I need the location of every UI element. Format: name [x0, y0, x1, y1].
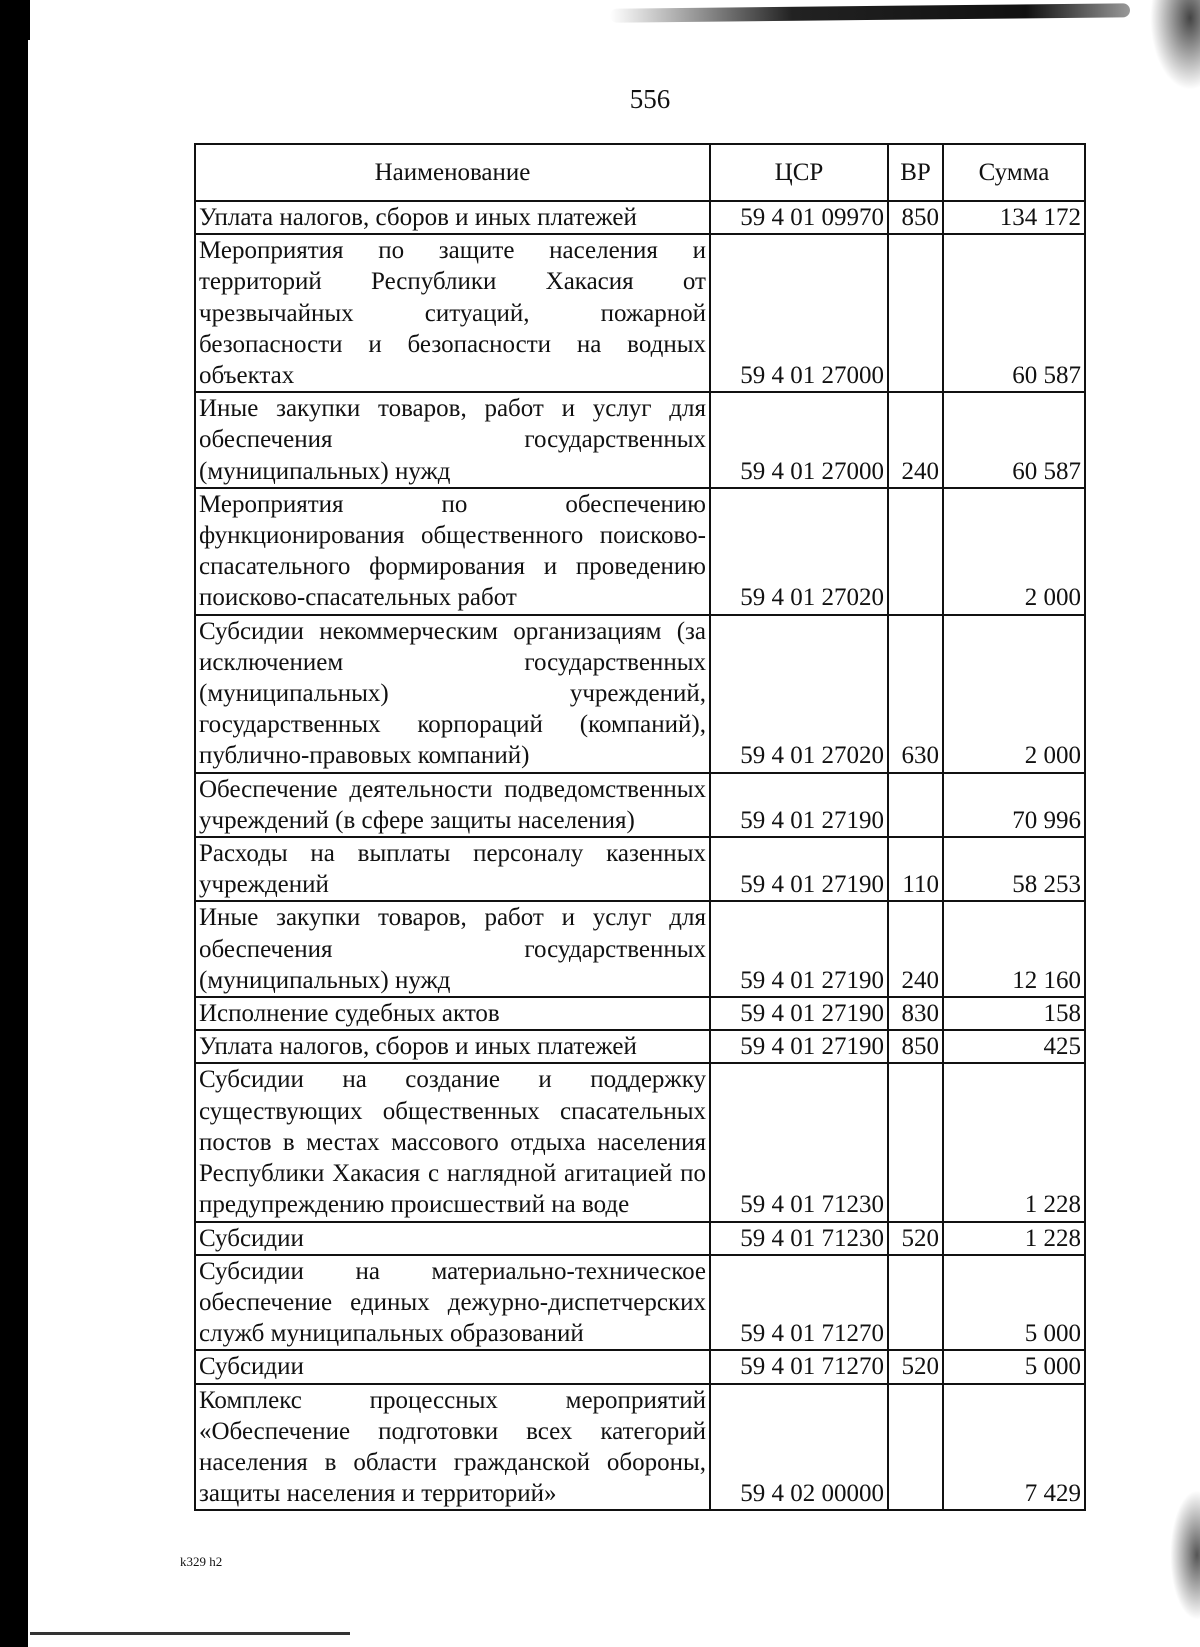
table-row [195, 901, 1085, 997]
row-vr-cell: 110 [888, 837, 943, 901]
table-header-row [195, 144, 1085, 201]
row-vr-cell: 850 [888, 201, 943, 234]
row-name-cell: Уплата налогов, сборов и иных платежей [195, 201, 710, 234]
table-row [195, 997, 1085, 1030]
row-name-cell: Мероприятия по обеспечению функционирования общественного поисково-спасательного формирования и проведению поисково-спасательных работ [195, 488, 710, 615]
row-sum-cell: 2 000 [943, 615, 1085, 773]
row-csr-cell: 59 4 01 71270 [710, 1350, 888, 1383]
row-vr-cell [888, 234, 943, 392]
row-sum-cell: 5 000 [943, 1255, 1085, 1351]
row-name-cell: Исполнение судебных актов [195, 997, 710, 1030]
table-row [195, 1222, 1085, 1255]
scan-edge-top [0, 0, 30, 40]
row-name-cell: Расходы на выплаты персоналу казенных учреждений [195, 837, 710, 901]
table-row [195, 392, 1085, 488]
row-vr-cell [888, 1063, 943, 1221]
table-row [195, 488, 1085, 615]
table-body [195, 201, 1085, 1510]
header-vr: ВР [888, 144, 943, 201]
row-name-cell: Обеспечение деятельности подведомственных учреждений (в сфере защиты населения) [195, 773, 710, 837]
row-sum-cell: 425 [943, 1030, 1085, 1063]
row-vr-cell: 240 [888, 392, 943, 488]
row-csr-cell: 59 4 01 27000 [710, 392, 888, 488]
row-sum-cell: 7 429 [943, 1384, 1085, 1511]
row-csr-cell: 59 4 01 27190 [710, 773, 888, 837]
scan-edge-left [0, 40, 28, 1647]
row-vr-cell: 520 [888, 1350, 943, 1383]
row-sum-cell: 134 172 [943, 201, 1085, 234]
row-csr-cell: 59 4 01 71230 [710, 1063, 888, 1221]
row-sum-cell: 60 587 [943, 392, 1085, 488]
table-row [195, 234, 1085, 392]
row-csr-cell: 59 4 01 27190 [710, 997, 888, 1030]
row-csr-cell: 59 4 01 27000 [710, 234, 888, 392]
table-row [195, 1350, 1085, 1383]
row-name-cell: Субсидии на материально-техническое обеспечение единых дежурно-диспетчерских служб муниципальных образований [195, 1255, 710, 1351]
table-row [195, 1030, 1085, 1063]
row-vr-cell: 520 [888, 1222, 943, 1255]
budget-table [194, 143, 1086, 1511]
row-name-cell: Субсидии некоммерческим организациям (за исключением государственных (муниципальных) учреждений, государственных корпораций (компаний), публично-правовых компаний) [195, 615, 710, 773]
scan-line [30, 1632, 350, 1635]
row-name-cell: Субсидии [195, 1350, 710, 1383]
row-sum-cell: 5 000 [943, 1350, 1085, 1383]
row-name-cell: Иные закупки товаров, работ и услуг для обеспечения государственных (муниципальных) нужд [195, 901, 710, 997]
scan-smear [610, 3, 1130, 22]
row-csr-cell: 59 4 01 27190 [710, 837, 888, 901]
row-name-cell: Иные закупки товаров, работ и услуг для обеспечения государственных (муниципальных) нужд [195, 392, 710, 488]
row-csr-cell: 59 4 01 71270 [710, 1255, 888, 1351]
row-csr-cell: 59 4 01 09970 [710, 201, 888, 234]
table-row [195, 837, 1085, 901]
row-vr-cell [888, 1255, 943, 1351]
row-sum-cell: 1 228 [943, 1222, 1085, 1255]
row-vr-cell: 850 [888, 1030, 943, 1063]
row-vr-cell: 240 [888, 901, 943, 997]
header-name: Наименование [195, 144, 710, 201]
row-name-cell: Субсидии [195, 1222, 710, 1255]
row-sum-cell: 158 [943, 997, 1085, 1030]
header-sum: Сумма [943, 144, 1085, 201]
row-sum-cell: 2 000 [943, 488, 1085, 615]
footer-code: k329 h2 [180, 1554, 223, 1569]
table-row [195, 1063, 1085, 1221]
row-vr-cell [888, 1384, 943, 1511]
table-row [195, 615, 1085, 773]
row-sum-cell: 1 228 [943, 1063, 1085, 1221]
row-csr-cell: 59 4 01 71230 [710, 1222, 888, 1255]
row-vr-cell [888, 488, 943, 615]
table-row [195, 1384, 1085, 1511]
row-csr-cell: 59 4 02 00000 [710, 1384, 888, 1511]
page-number: 556 [629, 84, 671, 114]
scan-speck [1150, 0, 1200, 90]
row-csr-cell: 59 4 01 27020 [710, 615, 888, 773]
row-sum-cell: 12 160 [943, 901, 1085, 997]
row-name-cell: Комплекс процессных мероприятий «Обеспечение подготовки всех категорий населения в области гражданской обороны, защиты населения и территорий» [195, 1384, 710, 1511]
table-row [195, 1255, 1085, 1351]
scan-speck-bottom [1170, 1490, 1200, 1620]
row-csr-cell: 59 4 01 27190 [710, 901, 888, 997]
row-vr-cell: 630 [888, 615, 943, 773]
row-name-cell: Мероприятия по защите населения и территорий Республики Хакасия от чрезвычайных ситуаций, пожарной безопасности и безопасности на водных объектах [195, 234, 710, 392]
row-vr-cell: 830 [888, 997, 943, 1030]
header-csr: ЦСР [710, 144, 888, 201]
table-row [195, 773, 1085, 837]
row-sum-cell: 60 587 [943, 234, 1085, 392]
row-name-cell: Уплата налогов, сборов и иных платежей [195, 1030, 710, 1063]
row-vr-cell [888, 773, 943, 837]
table-row [195, 201, 1085, 234]
row-name-cell: Субсидии на создание и поддержку существующих общественных спасательных постов в местах массового отдыха населения Республики Хакасия с наглядной агитацией по предупреждению происшествий на воде [195, 1063, 710, 1221]
row-csr-cell: 59 4 01 27190 [710, 1030, 888, 1063]
row-csr-cell: 59 4 01 27020 [710, 488, 888, 615]
row-sum-cell: 70 996 [943, 773, 1085, 837]
row-sum-cell: 58 253 [943, 837, 1085, 901]
